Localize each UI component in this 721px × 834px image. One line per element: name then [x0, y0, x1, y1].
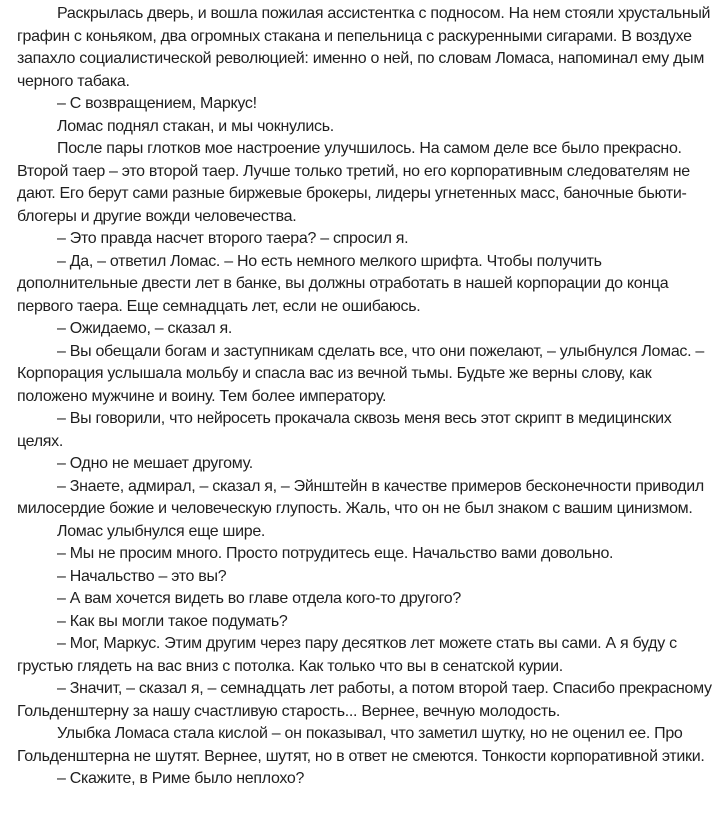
paragraph: – Одно не мешает другому.: [57, 455, 253, 472]
paragraph: Ломас поднял стакан, и мы чокнулись.: [57, 117, 334, 135]
paragraph: – Знаете, адмирал, – сказал я, – Эйнштейн в качестве примеров бесконечности приводил милосердие божие и человеческую глупость. Жаль, что он не был знаком с вашим цинизмом.: [17, 477, 704, 517]
paragraph: – Как вы могли такое подумать?: [57, 612, 288, 630]
paragraph: – С возвращением, Маркус!: [57, 95, 257, 112]
paragraph: – Значит, – сказал я, – семнадцать лет работы, а потом второй таер. Спасибо прекрасному Гольденштерну за нашу счастливую старость... Вернее, вечную молодость.: [17, 680, 712, 720]
paragraph: – Вы говорили, что нейросеть прокачала сквозь меня весь этот скрипт в медицинских целях.: [17, 410, 672, 450]
paragraph: – А вам хочется видеть во главе отдела кого-то другого?: [57, 590, 461, 607]
paragraph: – Да, – ответил Ломас. – Но есть немного мелкого шрифта. Чтобы получить дополнительные двести лет в банке, вы должны отработать в нашей корпорации до конца первого таера. Еще семнадцать лет, если не ошибаюсь.: [17, 252, 669, 315]
paragraph: После пары глотков мое настроение улучшилось. На самом деле все было прекрасно. Второй таер – это второй таер. Лучше только третий, но его корпоративным следователям не дают. Его берут сами разные биржевые брокеры, лидеры угнетенных масс, баночные бьюти-блогеры и другие вожди человечества.: [17, 140, 690, 225]
paragraph: Раскрылась дверь, и вошла пожилая ассистентка с подносом. На нем стояли хрустальный графин с коньяком, два огромных стакана и пепельница с раскуренными сигарами. В воздухе запахло социалистической революцией: именно о ней, по словам Ломаса, напоминал ему дым черного табака.: [17, 5, 711, 90]
paragraph: Ломас улыбнулся еще шире.: [57, 522, 266, 540]
paragraph: – Скажите, в Риме было неплохо?: [57, 770, 305, 787]
paragraph: – Это правда насчет второго таера? – спросил я.: [57, 230, 409, 247]
paragraph: – Ожидаемо, – сказал я.: [57, 320, 232, 337]
paragraph: – Вы обещали богам и заступникам сделать все, что они пожелают, – улыбнулся Ломас. – Корпорация услышала мольбу и спасла вас из вечной тьмы. Будьте же верны слову, как положено мужчине и воину. Тем более императору.: [17, 342, 705, 405]
paragraph: – Мы не просим много. Просто потрудитесь еще. Начальство вами довольно.: [57, 545, 614, 562]
paragraph: – Начальство – это вы?: [57, 567, 227, 585]
paragraph: – Мог, Маркус. Этим другим через пару десятков лет можете стать вы сами. А я буду с грустью глядеть на вас вниз с потолка. Как только что вы в сенатской курии.: [17, 635, 677, 675]
paragraph: Улыбка Ломаса стала кислой – он показывал, что заметил шутку, но не оценил ее. Про Гольденштерна не шутят. Вернее, шутят, но в ответ не смеются. Тонкости корпоративной этики.: [17, 725, 705, 765]
